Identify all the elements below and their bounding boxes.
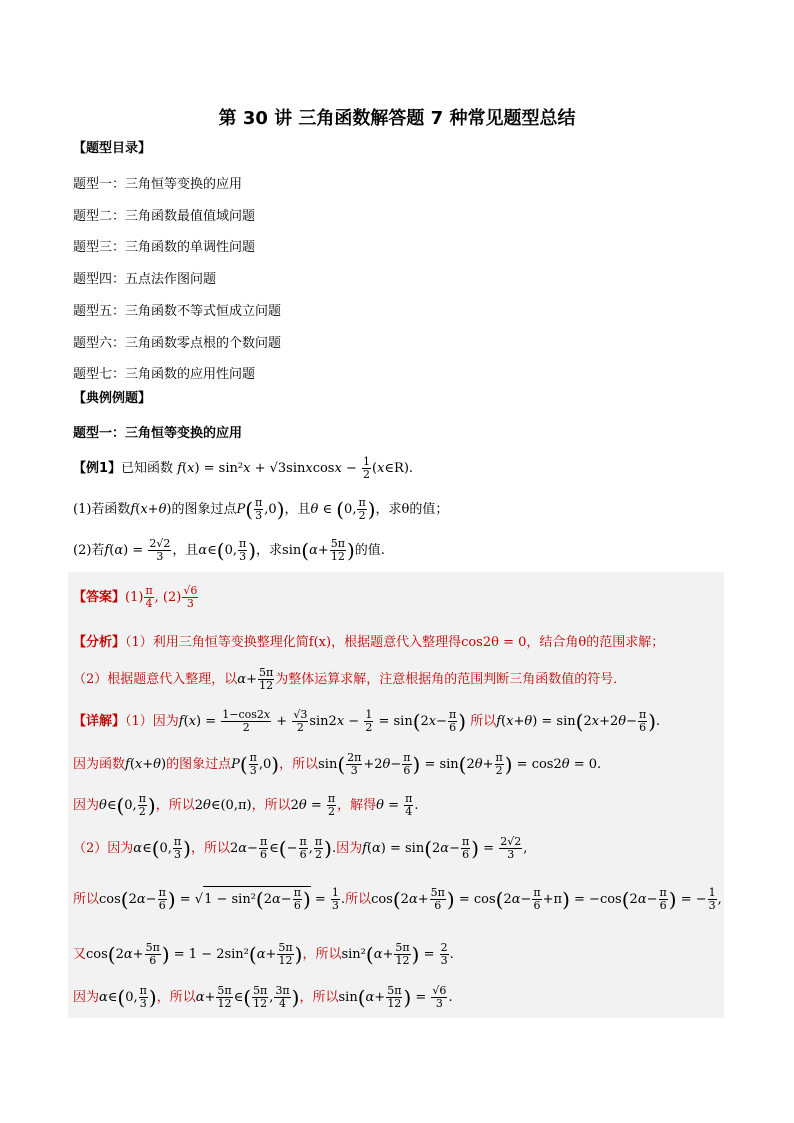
toc-item-2: 题型二：三角函数最值值域问题 bbox=[73, 209, 256, 224]
analysis-tag: 【分析】 bbox=[73, 635, 126, 650]
detail-line-4: （2）因为α∈(0, $\frac{\pi}{3}$ )，所以2α− $\frac{\pi}{6}$ ∈(− $\frac{\pi}{6}$ , $\frac{\pi}{2}$ ).因为f(α) = sin(2α− $\frac{\pi}{6}$ ) = $\frac{2√2}{3}$ , bbox=[73, 835, 528, 862]
answer-tag: 【答案】 bbox=[73, 590, 126, 606]
examples-heading: 【典例例题】 bbox=[73, 391, 152, 406]
analysis-line-2: （2）根据题意代入整理，以α+ $\frac{5\pi}{12}$ 为整体运算求解，注意根据角的范围判断三角函数值的符号． bbox=[73, 666, 627, 693]
answer-line: 【答案】(1) $\frac{\pi}{4}$ , (2) $\frac{√6}{3}$ bbox=[73, 584, 198, 611]
example1-intro: 已知函数 bbox=[121, 461, 174, 477]
detail-line-2: 因为函数f(x+θ)的图象过点P( $\frac{\pi}{3}$ ,0)，所以sin( $\frac{2\pi}{3}$ +2θ− $\frac{\pi}{6}$ ) = sin(2θ+ $\frac{\pi}{2}$ ) = cos2θ = 0. bbox=[73, 751, 602, 778]
detail-line-3: 因为θ∈(0, $\frac{\pi}{2}$ )，所以2θ∈(0,π)，所以2θ = $\frac{\pi}{2}$ ，解得θ = $\frac{\pi}{4}$ . bbox=[73, 792, 419, 819]
toc-item-5: 题型五：三角函数不等式恒成立问题 bbox=[73, 304, 282, 319]
toc-item-7: 题型七：三角函数的应用性问题 bbox=[73, 367, 256, 382]
analysis-line-1: 【分析】（1）利用三角恒等变换整理化简f(x)，根据题意代入整理得cos2θ = 0，结合角θ的范围求解； bbox=[73, 635, 665, 650]
detail-tag: 【详解】 bbox=[73, 714, 126, 730]
toc-item-4: 题型四：五点法作图问题 bbox=[73, 272, 217, 287]
detail-line-6: 又cos(2α+ $\frac{5\pi}{6}$ ) = 1 − 2sin²(α+ $\frac{5\pi}{12}$ )，所以sin²(α+ $\frac{5\pi}{12}$ ) = $\frac{2}{3}$ . bbox=[73, 941, 454, 968]
detail-line-5: 所以cos(2α− $\frac{\pi}{6}$ ) = √1 − sin²(2α− $\frac{\pi}{6}$ ) = $\frac{1}{3}$ .所以cos(2α+ $\frac{5\pi}{6}$ ) = cos(2α− $\frac{\pi}{6}$ +π) = −cos(2α− $\frac{\pi}{6}$ ) = − $\frac{1}{3}$ , bbox=[73, 886, 722, 913]
example1-tag: 【例1】 bbox=[73, 461, 122, 477]
example1-question2: (2)若f(α) = $\frac{2√2}{3}$ ，且α∈(0, $\frac{\pi}{3}$ )，求sin(α+ $\frac{5\pi}{12}$ )的值. bbox=[73, 537, 385, 564]
detail-line-7: 因为α∈(0, $\frac{\pi}{3}$ )，所以α+ $\frac{5\pi}{12}$ ∈( $\frac{5\pi}{12}$ , $\frac{3\pi}{4}$ )，所以sin(α+ $\frac{5\pi}{12}$ ) = $\frac{√6}{3}$ . bbox=[73, 984, 453, 1011]
example1-question1: (1)若函数f(x+θ)的图象过点P( $\frac{\pi}{3}$ ,0)，且θ ∈ (0, $\frac{\pi}{2}$ )，求θ的值； bbox=[73, 496, 449, 523]
page-title: 第 30 讲 三角函数解答题 7 种常见题型总结 bbox=[218, 108, 576, 129]
toc-heading: 【题型目录】 bbox=[73, 141, 152, 156]
detail-line-1: 【详解】（1）因为f(x) = $\frac{1-\cos 2x}{2}$ + $\frac{√3}{2}$ sin2x − $\frac{1}{2}$ = sin(2x− $\frac{\pi}{6}$ ) 所以f(x+θ) = sin(2x+2θ− $\frac{\pi}{6}$ ). bbox=[73, 708, 661, 735]
toc-item-1: 题型一：三角恒等变换的应用 bbox=[73, 177, 243, 192]
example1-statement: 【例1】已知函数 f(x) = sin²x + √3sinxcosx − $\frac{1}{2}$ (x∈R). bbox=[73, 455, 414, 482]
type1-heading: 题型一：三角恒等变换的应用 bbox=[73, 426, 243, 441]
toc-item-3: 题型三：三角函数的单调性问题 bbox=[73, 240, 256, 255]
toc-item-6: 题型六：三角函数零点根的个数问题 bbox=[73, 336, 282, 351]
